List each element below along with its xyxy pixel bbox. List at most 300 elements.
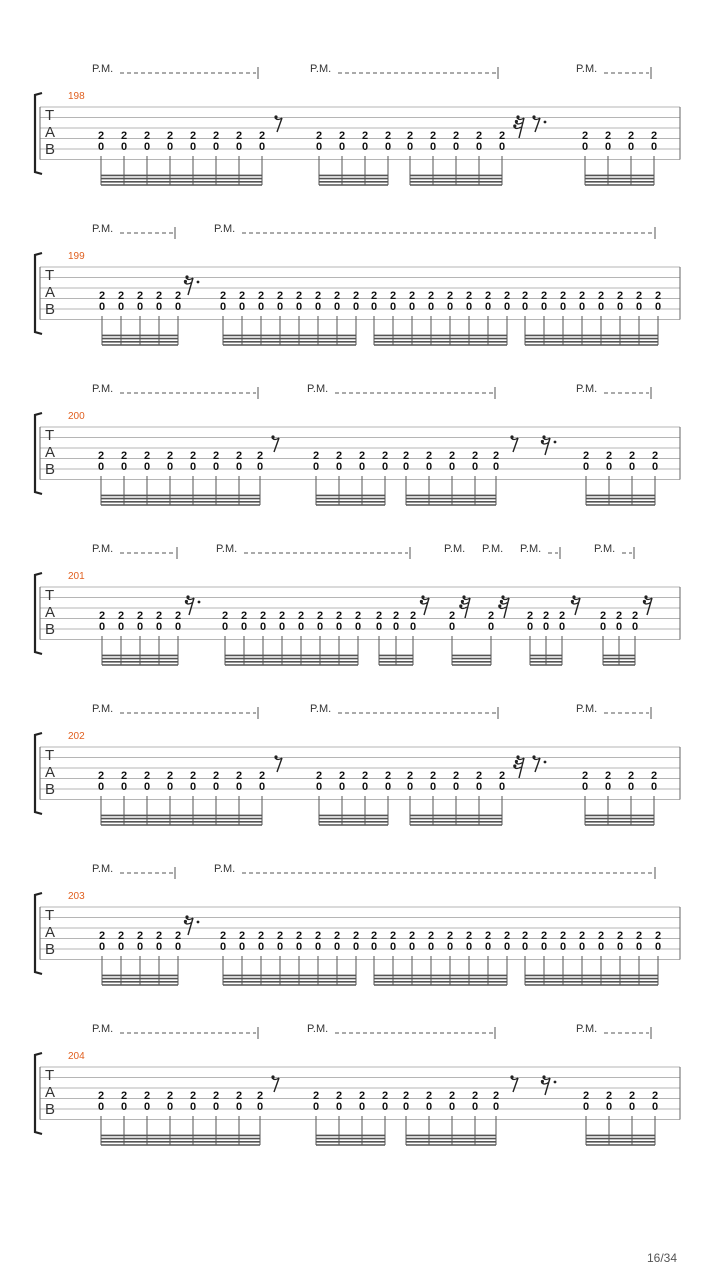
fret-number-string5: 2: [498, 770, 506, 782]
fret-number-string5: 2: [120, 770, 128, 782]
fret-number-string5: 2: [406, 770, 414, 782]
fret-number-string6: 0: [212, 1101, 220, 1113]
fret-number-string6: 0: [605, 1101, 613, 1113]
fret-number-string6: 0: [189, 141, 197, 153]
fret-number-string6: 0: [448, 1101, 456, 1113]
fret-number-string6: 0: [97, 1101, 105, 1113]
rest-symbol: [541, 1075, 557, 1095]
fret-number-string5: 2: [97, 770, 105, 782]
fret-number-string5: 2: [238, 930, 246, 942]
fret-number-string5: 2: [599, 610, 607, 622]
fret-number-string5: 2: [235, 770, 243, 782]
fret-number-string5: 2: [581, 130, 589, 142]
fret-number-string5: 2: [257, 930, 265, 942]
fret-number-string6: 0: [219, 941, 227, 953]
rest-symbol: [184, 915, 200, 935]
fret-number-string5: 2: [235, 130, 243, 142]
fret-number-string6: 0: [143, 141, 151, 153]
fret-number-string6: 0: [475, 781, 483, 793]
system-bracket: [35, 893, 42, 974]
fret-number-string6: 0: [235, 461, 243, 473]
system-bracket: [35, 93, 42, 174]
fret-number-string6: 0: [599, 621, 607, 633]
tab-clef-letter: A: [45, 924, 56, 941]
fret-number-string6: 0: [582, 461, 590, 473]
fret-number-string5: 2: [475, 770, 483, 782]
fret-number-string6: 0: [484, 301, 492, 313]
fret-number-string5: 2: [143, 450, 151, 462]
fret-number-string6: 0: [521, 301, 529, 313]
fret-number-string6: 0: [604, 141, 612, 153]
fret-number-string6: 0: [98, 941, 106, 953]
fret-number-string6: 0: [166, 1101, 174, 1113]
fret-number-string5: 2: [120, 130, 128, 142]
fret-number-string6: 0: [312, 1101, 320, 1113]
fret-number-string6: 0: [120, 461, 128, 473]
fret-number-string6: 0: [212, 781, 220, 793]
fret-number-string5: 2: [354, 610, 362, 622]
fret-number-string5: 2: [484, 290, 492, 302]
fret-number-string5: 2: [166, 130, 174, 142]
fret-number-string6: 0: [406, 781, 414, 793]
fret-number-string6: 0: [381, 1101, 389, 1113]
fret-number-string5: 2: [631, 610, 639, 622]
palm-mute-label: P.M.: [576, 63, 598, 75]
fret-number-string6: 0: [143, 461, 151, 473]
fret-number-string5: 2: [276, 930, 284, 942]
fret-number-string5: 2: [276, 290, 284, 302]
fret-number-string5: 2: [471, 1090, 479, 1102]
fret-number-string5: 2: [120, 1090, 128, 1102]
fret-number-string6: 0: [427, 301, 435, 313]
fret-number-string6: 0: [651, 461, 659, 473]
fret-number-string6: 0: [521, 941, 529, 953]
fret-number-string5: 2: [605, 450, 613, 462]
fret-number-string6: 0: [358, 461, 366, 473]
fret-number-string6: 0: [166, 781, 174, 793]
fret-number-string5: 2: [143, 1090, 151, 1102]
fret-number-string5: 2: [259, 610, 267, 622]
tab-clef-letter: T: [45, 427, 55, 444]
fret-number-string6: 0: [605, 461, 613, 473]
fret-number-string6: 0: [120, 781, 128, 793]
fret-number-string6: 0: [627, 141, 635, 153]
fret-number-string6: 0: [335, 461, 343, 473]
fret-number-string6: 0: [136, 941, 144, 953]
fret-number-string5: 2: [487, 610, 495, 622]
fret-number-string5: 2: [98, 610, 106, 622]
fret-number-string5: 2: [333, 290, 341, 302]
fret-number-string5: 2: [212, 770, 220, 782]
fret-number-string6: 0: [333, 941, 341, 953]
fret-number-string6: 0: [408, 941, 416, 953]
fret-number-string6: 0: [240, 621, 248, 633]
palm-mute-label: P.M.: [214, 863, 236, 875]
measure-number: 198: [68, 91, 85, 102]
fret-number-string6: 0: [352, 301, 360, 313]
fret-number-string6: 0: [406, 141, 414, 153]
fret-number-string6: 0: [558, 621, 566, 633]
palm-mute-label: P.M.: [92, 543, 114, 555]
tab-system: [0, 543, 720, 700]
fret-number-string6: 0: [221, 621, 229, 633]
fret-number-string6: 0: [448, 461, 456, 473]
fret-number-string6: 0: [581, 141, 589, 153]
fret-number-string6: 0: [315, 141, 323, 153]
fret-number-string6: 0: [143, 781, 151, 793]
fret-number-string5: 2: [97, 1090, 105, 1102]
tab-clef-letter: A: [45, 604, 56, 621]
fret-number-string6: 0: [136, 301, 144, 313]
palm-mute-label: P.M.: [310, 63, 332, 75]
fret-number-string6: 0: [295, 301, 303, 313]
fret-number-string5: 2: [117, 610, 125, 622]
fret-number-string6: 0: [409, 621, 417, 633]
fret-number-string6: 0: [381, 461, 389, 473]
fret-number-string5: 2: [446, 930, 454, 942]
fret-number-string6: 0: [314, 301, 322, 313]
fret-number-string5: 2: [616, 930, 624, 942]
fret-number-string5: 2: [97, 450, 105, 462]
palm-mute-label: P.M.: [594, 543, 616, 555]
fret-number-string5: 2: [98, 930, 106, 942]
fret-number-string6: 0: [402, 461, 410, 473]
fret-number-string5: 2: [384, 130, 392, 142]
fret-number-string6: 0: [578, 301, 586, 313]
fret-number-string6: 0: [542, 621, 550, 633]
tab-clef-letter: A: [45, 764, 56, 781]
fret-number-string5: 2: [212, 130, 220, 142]
fret-number-string6: 0: [559, 941, 567, 953]
fret-number-string6: 0: [212, 461, 220, 473]
fret-number-string6: 0: [427, 941, 435, 953]
fret-number-string5: 2: [375, 610, 383, 622]
fret-number-string6: 0: [259, 621, 267, 633]
fret-number-string5: 2: [381, 450, 389, 462]
fret-number-string5: 2: [627, 770, 635, 782]
rest-symbol: [513, 115, 524, 138]
fret-number-string6: 0: [361, 781, 369, 793]
fret-number-string5: 2: [258, 770, 266, 782]
fret-number-string6: 0: [258, 141, 266, 153]
fret-number-string6: 0: [278, 621, 286, 633]
fret-number-string5: 2: [604, 770, 612, 782]
fret-number-string5: 2: [635, 290, 643, 302]
fret-number-string6: 0: [559, 301, 567, 313]
palm-mute-label: P.M.: [576, 703, 598, 715]
fret-number-string6: 0: [484, 941, 492, 953]
fret-number-string6: 0: [452, 141, 460, 153]
fret-number-string6: 0: [97, 781, 105, 793]
fret-number-string6: 0: [635, 301, 643, 313]
fret-number-string6: 0: [627, 781, 635, 793]
fret-number-string6: 0: [235, 141, 243, 153]
rest-symbol: [184, 275, 200, 295]
fret-number-string6: 0: [136, 621, 144, 633]
fret-number-string5: 2: [542, 610, 550, 622]
fret-number-string6: 0: [654, 301, 662, 313]
fret-number-string5: 2: [117, 290, 125, 302]
fret-number-string5: 2: [238, 290, 246, 302]
fret-number-string5: 2: [389, 930, 397, 942]
measure-number: 200: [68, 411, 85, 422]
fret-number-string6: 0: [498, 141, 506, 153]
fret-number-string6: 0: [212, 141, 220, 153]
fret-number-string5: 2: [314, 930, 322, 942]
fret-number-string5: 2: [628, 450, 636, 462]
fret-number-string5: 2: [256, 450, 264, 462]
measure-number: 203: [68, 891, 85, 902]
fret-number-string5: 2: [155, 930, 163, 942]
tab-clef-letter: T: [45, 907, 55, 924]
fret-number-string6: 0: [654, 941, 662, 953]
fret-number-string5: 2: [352, 930, 360, 942]
fret-number-string6: 0: [597, 941, 605, 953]
fret-number-string5: 2: [219, 290, 227, 302]
fret-number-string6: 0: [297, 621, 305, 633]
fret-number-string6: 0: [235, 1101, 243, 1113]
fret-number-string5: 2: [526, 610, 534, 622]
palm-mute-label: P.M.: [307, 1023, 329, 1035]
fret-number-string6: 0: [651, 1101, 659, 1113]
tab-clef-letter: T: [45, 587, 55, 604]
fret-number-string5: 2: [295, 290, 303, 302]
fret-number-string5: 2: [581, 770, 589, 782]
fret-number-string6: 0: [492, 1101, 500, 1113]
fret-number-string6: 0: [189, 461, 197, 473]
fret-number-string6: 0: [256, 461, 264, 473]
tab-system: [0, 63, 720, 220]
fret-number-string6: 0: [526, 621, 534, 633]
rest-symbol: [541, 435, 557, 455]
fret-number-string6: 0: [219, 301, 227, 313]
fret-number-string5: 2: [427, 290, 435, 302]
palm-mute-label: P.M.: [307, 383, 329, 395]
fret-number-string6: 0: [446, 941, 454, 953]
fret-number-string6: 0: [354, 621, 362, 633]
fret-number-string6: 0: [235, 781, 243, 793]
fret-number-string6: 0: [448, 621, 456, 633]
tab-clef-letter: T: [45, 747, 55, 764]
fret-number-string5: 2: [559, 290, 567, 302]
fret-number-string5: 2: [503, 930, 511, 942]
fret-number-string6: 0: [276, 941, 284, 953]
fret-number-string5: 2: [448, 1090, 456, 1102]
fret-number-string5: 2: [166, 1090, 174, 1102]
fret-number-string6: 0: [384, 141, 392, 153]
fret-number-string6: 0: [582, 1101, 590, 1113]
palm-mute-label: P.M.: [576, 383, 598, 395]
fret-number-string6: 0: [238, 941, 246, 953]
tab-clef-letter: B: [45, 941, 56, 958]
fret-number-string5: 2: [212, 450, 220, 462]
system-bracket: [35, 1053, 42, 1134]
fret-number-string5: 2: [521, 290, 529, 302]
fret-number-string5: 2: [258, 130, 266, 142]
fret-number-string6: 0: [120, 1101, 128, 1113]
fret-number-string5: 2: [335, 610, 343, 622]
fret-number-string5: 2: [189, 770, 197, 782]
rest-symbol: [498, 595, 509, 618]
fret-number-string5: 2: [650, 130, 658, 142]
tab-system: [0, 383, 720, 540]
fret-number-string5: 2: [492, 450, 500, 462]
rest-symbol: [459, 595, 470, 618]
fret-number-string5: 2: [448, 610, 456, 622]
fret-number-string6: 0: [370, 301, 378, 313]
tab-clef-letter: B: [45, 1101, 56, 1118]
fret-number-string6: 0: [615, 621, 623, 633]
fret-number-string5: 2: [235, 450, 243, 462]
fret-number-string5: 2: [257, 290, 265, 302]
fret-number-string6: 0: [120, 141, 128, 153]
fret-number-string5: 2: [189, 130, 197, 142]
tab-clef-letter: A: [45, 444, 56, 461]
fret-number-string5: 2: [338, 130, 346, 142]
fret-number-string5: 2: [136, 290, 144, 302]
fret-number-string5: 2: [117, 930, 125, 942]
fret-number-string5: 2: [189, 450, 197, 462]
fret-number-string6: 0: [312, 461, 320, 473]
fret-number-string5: 2: [654, 930, 662, 942]
fret-number-string5: 2: [578, 930, 586, 942]
rest-symbol: [420, 595, 429, 615]
fret-number-string6: 0: [117, 621, 125, 633]
fret-number-string5: 2: [297, 610, 305, 622]
fret-number-string5: 2: [370, 290, 378, 302]
fret-number-string5: 2: [384, 770, 392, 782]
fret-number-string6: 0: [616, 301, 624, 313]
fret-number-string6: 0: [166, 141, 174, 153]
fret-number-string6: 0: [117, 301, 125, 313]
tab-clef-letter: A: [45, 284, 56, 301]
fret-number-string6: 0: [540, 301, 548, 313]
fret-number-string6: 0: [389, 941, 397, 953]
palm-mute-label: P.M.: [92, 863, 114, 875]
fret-number-string5: 2: [143, 770, 151, 782]
tab-clef-letter: T: [45, 107, 55, 124]
fret-number-string5: 2: [650, 770, 658, 782]
fret-number-string5: 2: [654, 290, 662, 302]
fret-number-string5: 2: [605, 1090, 613, 1102]
fret-number-string5: 2: [155, 290, 163, 302]
fret-number-string5: 2: [635, 930, 643, 942]
fret-number-string5: 2: [402, 450, 410, 462]
fret-number-string6: 0: [631, 621, 639, 633]
fret-number-string5: 2: [465, 290, 473, 302]
fret-number-string5: 2: [651, 450, 659, 462]
fret-number-string5: 2: [174, 610, 182, 622]
fret-number-string5: 2: [604, 130, 612, 142]
fret-number-string5: 2: [358, 1090, 366, 1102]
fret-number-string6: 0: [315, 781, 323, 793]
fret-number-string5: 2: [240, 610, 248, 622]
fret-number-string5: 2: [315, 770, 323, 782]
fret-number-string6: 0: [174, 941, 182, 953]
tab-clef-letter: B: [45, 141, 56, 158]
fret-number-string5: 2: [425, 1090, 433, 1102]
fret-number-string6: 0: [628, 461, 636, 473]
fret-number-string5: 2: [429, 130, 437, 142]
tab-system: [0, 863, 720, 1020]
fret-number-string5: 2: [389, 290, 397, 302]
tab-clef-letter: B: [45, 461, 56, 478]
rest-symbol: [185, 595, 201, 615]
fret-number-string5: 2: [295, 930, 303, 942]
tab-clef-letter: B: [45, 621, 56, 638]
fret-number-string5: 2: [352, 290, 360, 302]
fret-number-string6: 0: [370, 941, 378, 953]
fret-number-string5: 2: [475, 130, 483, 142]
fret-number-string5: 2: [256, 1090, 264, 1102]
fret-number-string6: 0: [452, 781, 460, 793]
fret-number-string5: 2: [503, 290, 511, 302]
fret-number-string6: 0: [98, 301, 106, 313]
fret-number-string6: 0: [487, 621, 495, 633]
tab-clef-letter: T: [45, 1067, 55, 1084]
palm-mute-label: P.M.: [92, 1023, 114, 1035]
tab-clef-letter: A: [45, 124, 56, 141]
fret-number-string6: 0: [492, 461, 500, 473]
system-bracket: [35, 253, 42, 334]
tab-system: [0, 1023, 720, 1180]
palm-mute-label: P.M.: [482, 543, 504, 555]
palm-mute-label: P.M.: [444, 543, 466, 555]
fret-number-string6: 0: [257, 301, 265, 313]
fret-number-string6: 0: [143, 1101, 151, 1113]
fret-number-string6: 0: [475, 141, 483, 153]
fret-number-string6: 0: [276, 301, 284, 313]
rest-symbol: [571, 595, 580, 615]
fret-number-string5: 2: [312, 1090, 320, 1102]
palm-mute-label: P.M.: [92, 703, 114, 715]
fret-number-string5: 2: [212, 1090, 220, 1102]
fret-number-string6: 0: [257, 941, 265, 953]
measure-number: 199: [68, 251, 85, 262]
fret-number-string5: 2: [189, 1090, 197, 1102]
fret-number-string5: 2: [452, 130, 460, 142]
fret-number-string6: 0: [166, 461, 174, 473]
fret-number-string5: 2: [98, 290, 106, 302]
fret-number-string5: 2: [425, 450, 433, 462]
fret-number-string5: 2: [427, 930, 435, 942]
fret-number-string5: 2: [361, 770, 369, 782]
fret-number-string5: 2: [314, 290, 322, 302]
system-bracket: [35, 413, 42, 494]
rest-symbol: [643, 595, 652, 615]
fret-number-string6: 0: [402, 1101, 410, 1113]
page-number: 16/34: [646, 1251, 677, 1265]
fret-number-string5: 2: [628, 1090, 636, 1102]
fret-number-string5: 2: [498, 130, 506, 142]
palm-mute-label: P.M.: [92, 63, 114, 75]
fret-number-string6: 0: [189, 1101, 197, 1113]
fret-number-string5: 2: [358, 450, 366, 462]
fret-number-string6: 0: [335, 621, 343, 633]
fret-number-string5: 2: [235, 1090, 243, 1102]
fret-number-string6: 0: [97, 141, 105, 153]
fret-number-string5: 2: [651, 1090, 659, 1102]
fret-number-string6: 0: [117, 941, 125, 953]
fret-number-string6: 0: [375, 621, 383, 633]
fret-number-string5: 2: [166, 450, 174, 462]
palm-mute-label: P.M.: [92, 223, 114, 235]
palm-mute-label: P.M.: [216, 543, 238, 555]
fret-number-string6: 0: [258, 781, 266, 793]
fret-number-string6: 0: [408, 301, 416, 313]
fret-number-string5: 2: [406, 130, 414, 142]
fret-number-string5: 2: [559, 930, 567, 942]
